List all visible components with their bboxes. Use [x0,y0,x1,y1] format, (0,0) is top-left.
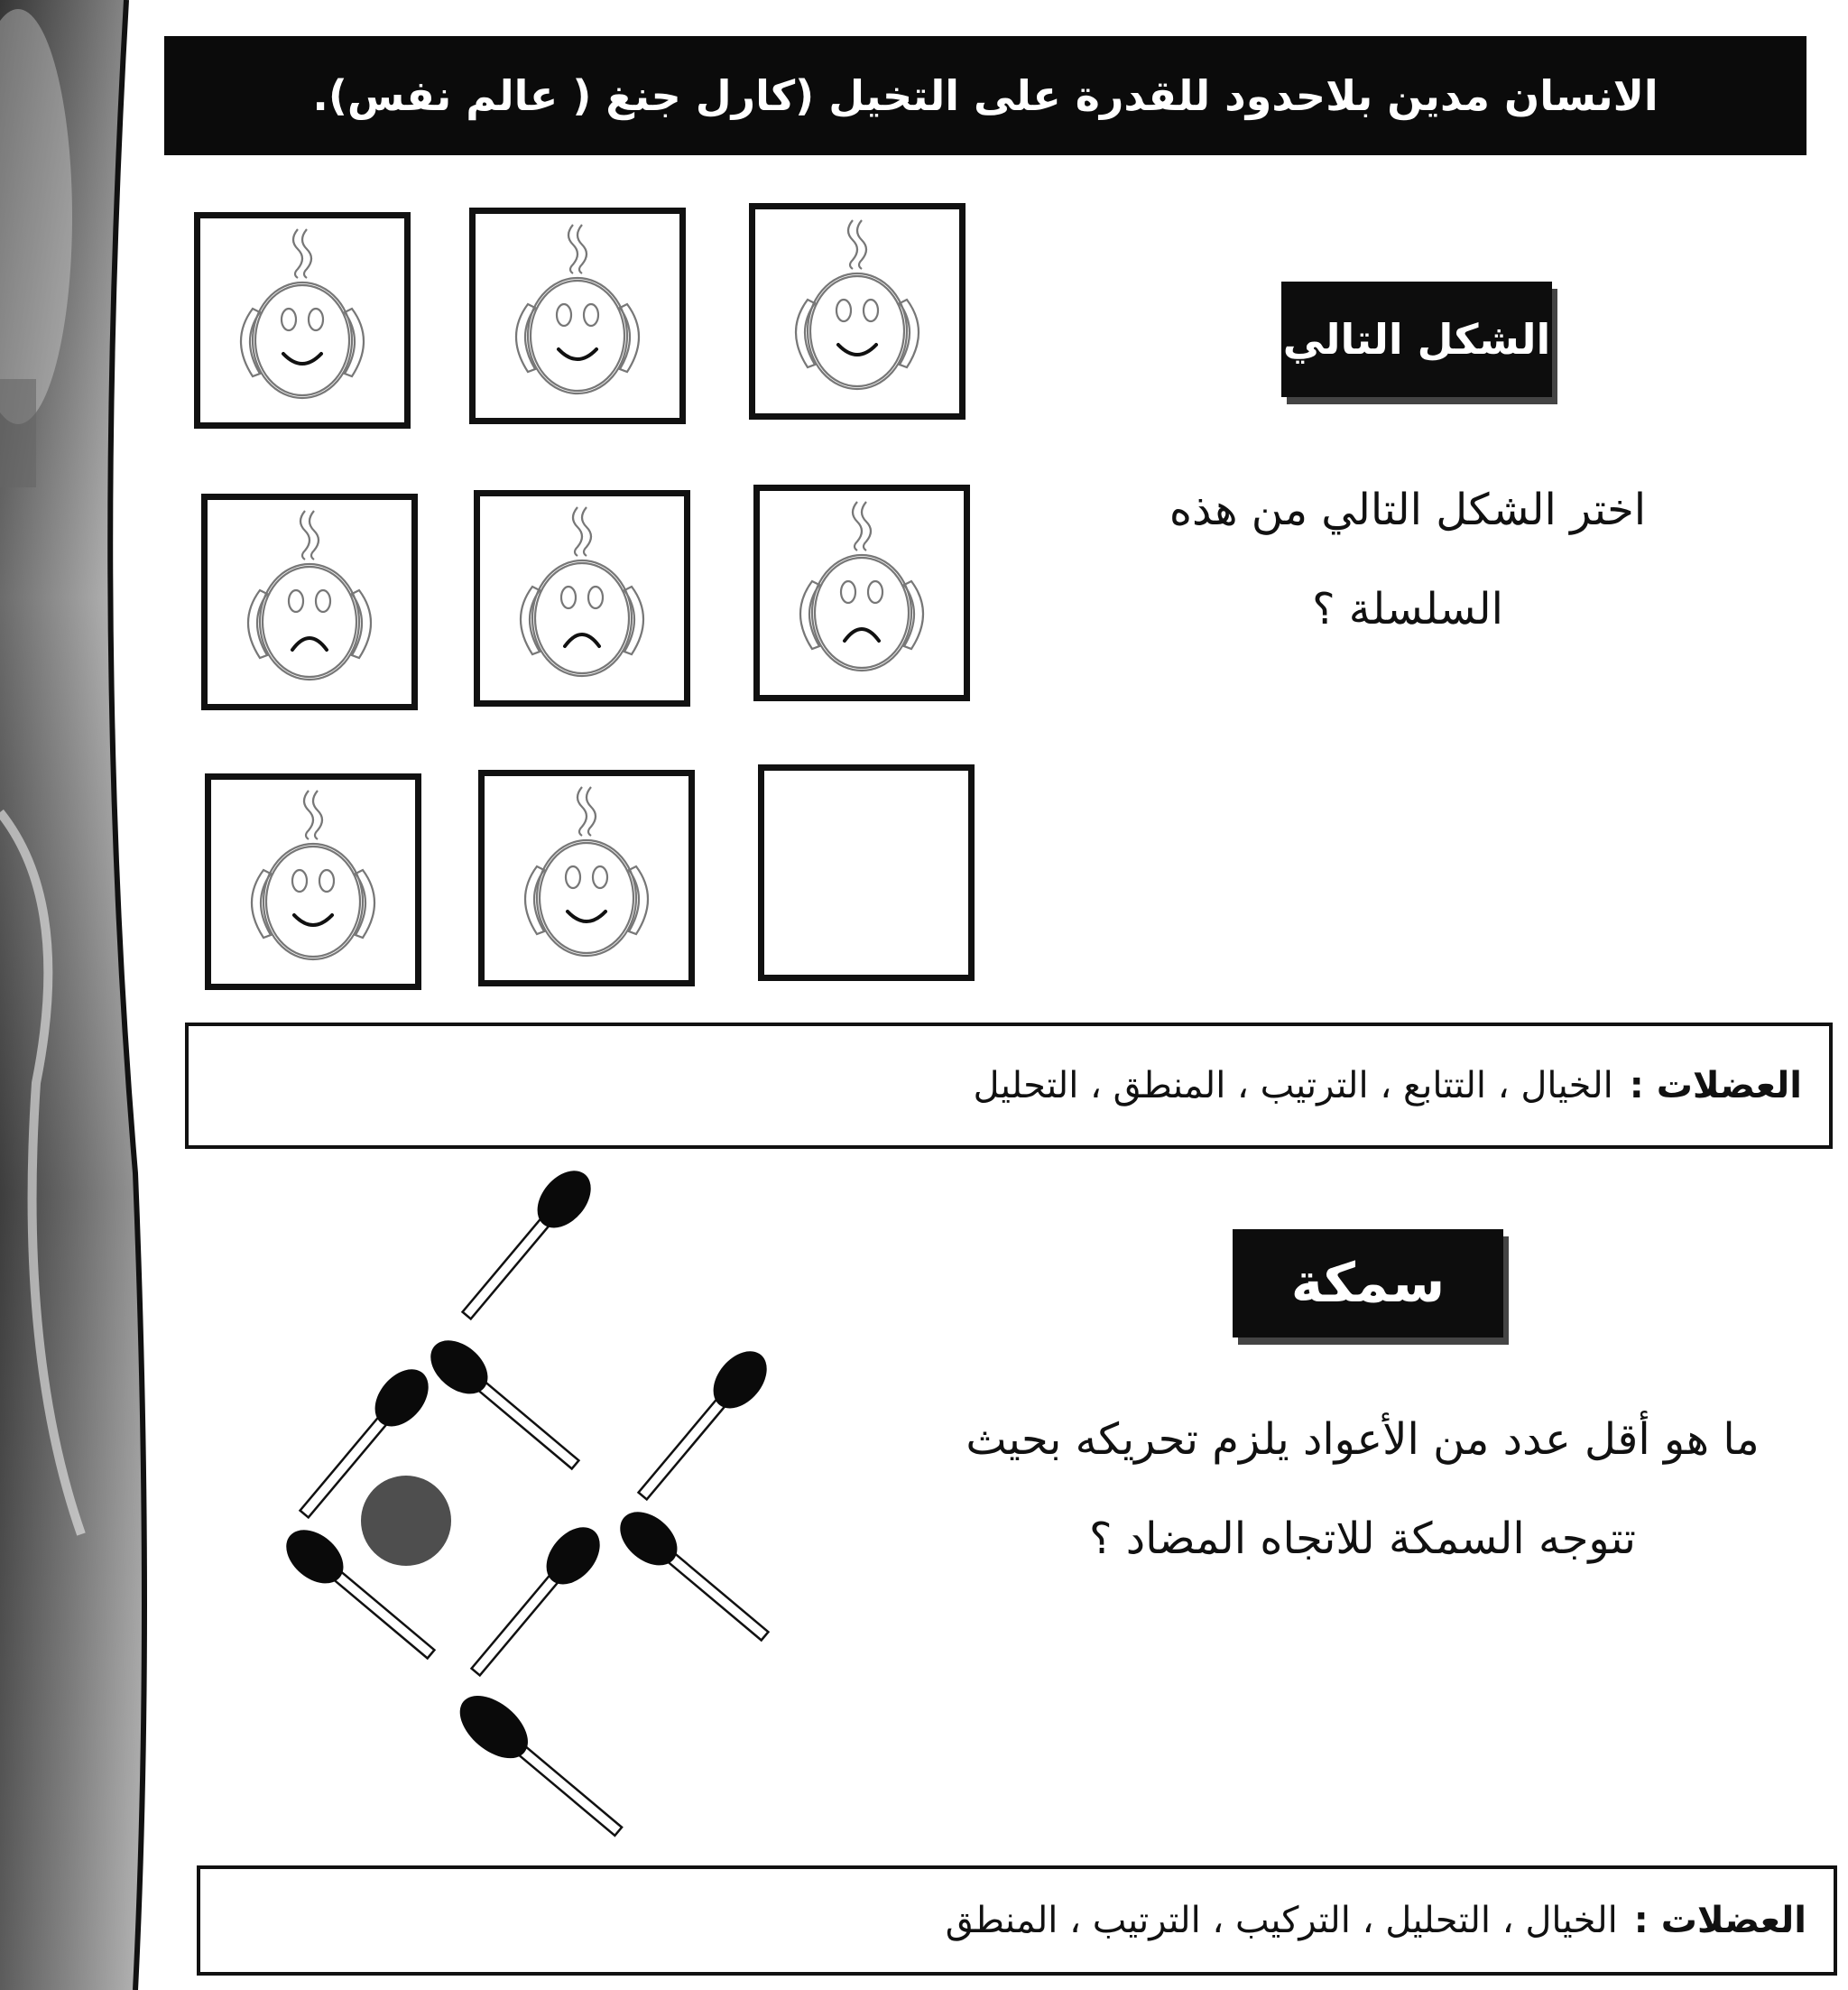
frowning-face-icon [480,496,684,700]
skills-label: العضلات : [1629,1065,1802,1106]
frowning-face-icon [208,500,411,704]
fish-eye-dot [361,1476,451,1566]
answer-empty-cell[interactable] [758,764,975,981]
question-line-2: السلسلة ؟ [1312,584,1503,634]
skills-box-2 [197,1865,1837,1976]
matchstick-1 [450,1164,602,1329]
skills-list: الخيال ، التحليل ، التركيب ، الترتيب ، المنطق [945,1900,1618,1941]
matchstick-4 [626,1341,778,1510]
question-line-1: اختر الشكل التالي من هذه [1169,485,1647,535]
frowning-face-icon [760,491,964,695]
face-cell-5 [474,490,690,707]
face-cell-8 [478,770,695,986]
face-cell-4 [201,494,418,710]
question-next-shape [1110,460,1705,659]
face-sequence-grid [194,203,1002,1015]
matchstick-7 [610,1501,779,1652]
smiling-face-icon [211,780,415,984]
skills-list: الخيال ، التتابع ، الترتيب ، المنطق ، التحليل [973,1065,1613,1106]
face-cell-6 [753,485,970,701]
matchstick-3 [420,1329,589,1481]
matchstick-8 [448,1683,633,1849]
question-line-1: ما هو أقل عدد من الأعواد يلزم تحريكه بحيث [966,1414,1760,1465]
matchstick-6 [459,1517,611,1686]
face-cell-3 [749,203,966,420]
face-cell-1 [194,212,411,429]
puzzle-title-fish: سمكة [1233,1229,1503,1337]
skills-label: العضلات : [1633,1900,1806,1941]
skills-box-1 [185,1023,1833,1149]
face-cell-7 [205,773,421,990]
smiling-face-icon [476,214,679,418]
smiling-face-icon [485,776,688,980]
lightbulb-photo-strip [0,0,153,1990]
smiling-face-icon [755,209,959,413]
quote-banner: الانسان مدين بلاحدود للقدرة على التخيل (كارل جنغ ( عالم نفس). [164,36,1806,155]
question-fish [938,1390,1787,1588]
smiling-face-icon [200,218,404,422]
face-cell-2 [469,208,686,424]
puzzle-title-next-shape: الشكل التالي [1281,282,1552,397]
question-line-2: تتوجه السمكة للاتجاه المضاد ؟ [1088,1513,1637,1564]
matchstick-fish-figure [253,1164,830,1850]
